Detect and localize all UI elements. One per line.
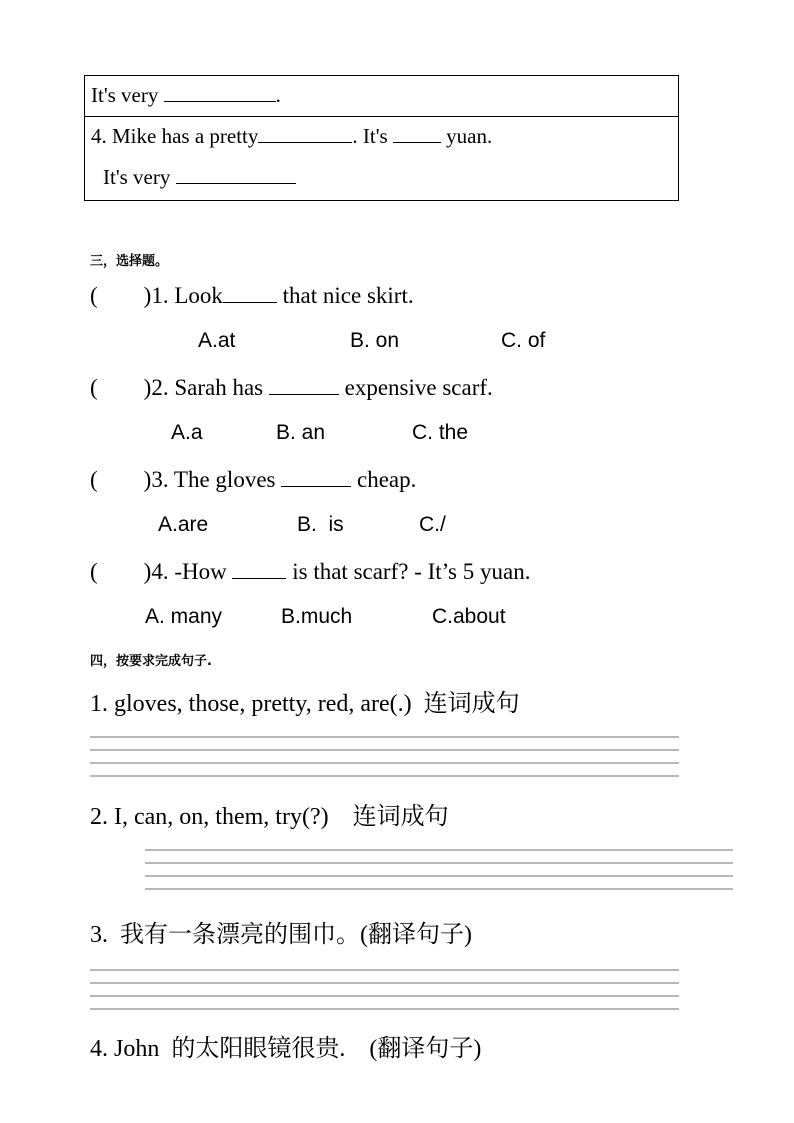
table-row-text: 4. Mike has a pretty . It's yuan.	[91, 124, 493, 148]
task-item: 2. I, can, on, them, try(?) 连词成句	[90, 804, 449, 830]
task-item: 3. 我有一条漂亮的围巾。(翻译句子)	[90, 922, 472, 948]
blank-line	[269, 393, 339, 395]
writing-lines[interactable]	[90, 736, 679, 778]
blank-line	[232, 577, 286, 579]
question-4: ( )4. -How is that scarf? - It’s 5 yuan.	[90, 559, 531, 584]
answer-table	[84, 75, 679, 201]
task-item: 4. John 的太阳眼镜很贵. (翻译句子)	[90, 1036, 482, 1062]
option-a[interactable]: A. many	[145, 605, 223, 628]
blank-line[interactable]	[164, 100, 276, 102]
option-b[interactable]: B. on	[350, 329, 400, 352]
table-row-text: It's very	[103, 165, 296, 190]
task-item: 1. gloves, those, pretty, red, are(.) 连词成句	[90, 691, 520, 717]
answer-slot[interactable]	[98, 578, 144, 579]
blank-line	[223, 301, 277, 303]
option-b[interactable]: B. an	[276, 421, 326, 444]
option-c[interactable]: C./	[419, 513, 446, 536]
table-row	[85, 76, 678, 117]
section-heading: 三，选择题。	[90, 254, 169, 269]
answer-slot[interactable]	[98, 302, 144, 303]
table-row-text: It's very .	[91, 83, 281, 107]
option-a[interactable]: A.are	[158, 513, 209, 536]
blank-line[interactable]	[258, 141, 352, 143]
option-a[interactable]: A.a	[171, 421, 203, 444]
blank-line	[281, 485, 351, 487]
writing-lines[interactable]	[145, 849, 733, 891]
answer-slot[interactable]	[98, 486, 144, 487]
option-b[interactable]: B.much	[281, 605, 353, 628]
blank-line[interactable]	[393, 141, 441, 143]
question-2: ( )2. Sarah has expensive scarf.	[90, 375, 493, 400]
blank-line[interactable]	[176, 182, 296, 184]
writing-lines[interactable]	[90, 969, 679, 1011]
option-c[interactable]: C. the	[412, 421, 469, 444]
option-b[interactable]: B. is	[297, 513, 344, 536]
option-c[interactable]: C. of	[501, 329, 546, 352]
answer-slot[interactable]	[98, 394, 144, 395]
option-a[interactable]: A.at	[198, 329, 236, 352]
section-heading: 四，按要求完成句子.	[90, 654, 212, 669]
question-1: ( )1. Look that nice skirt.	[90, 283, 414, 308]
question-3: ( )3. The gloves cheap.	[90, 467, 417, 492]
option-c[interactable]: C.about	[432, 605, 506, 628]
